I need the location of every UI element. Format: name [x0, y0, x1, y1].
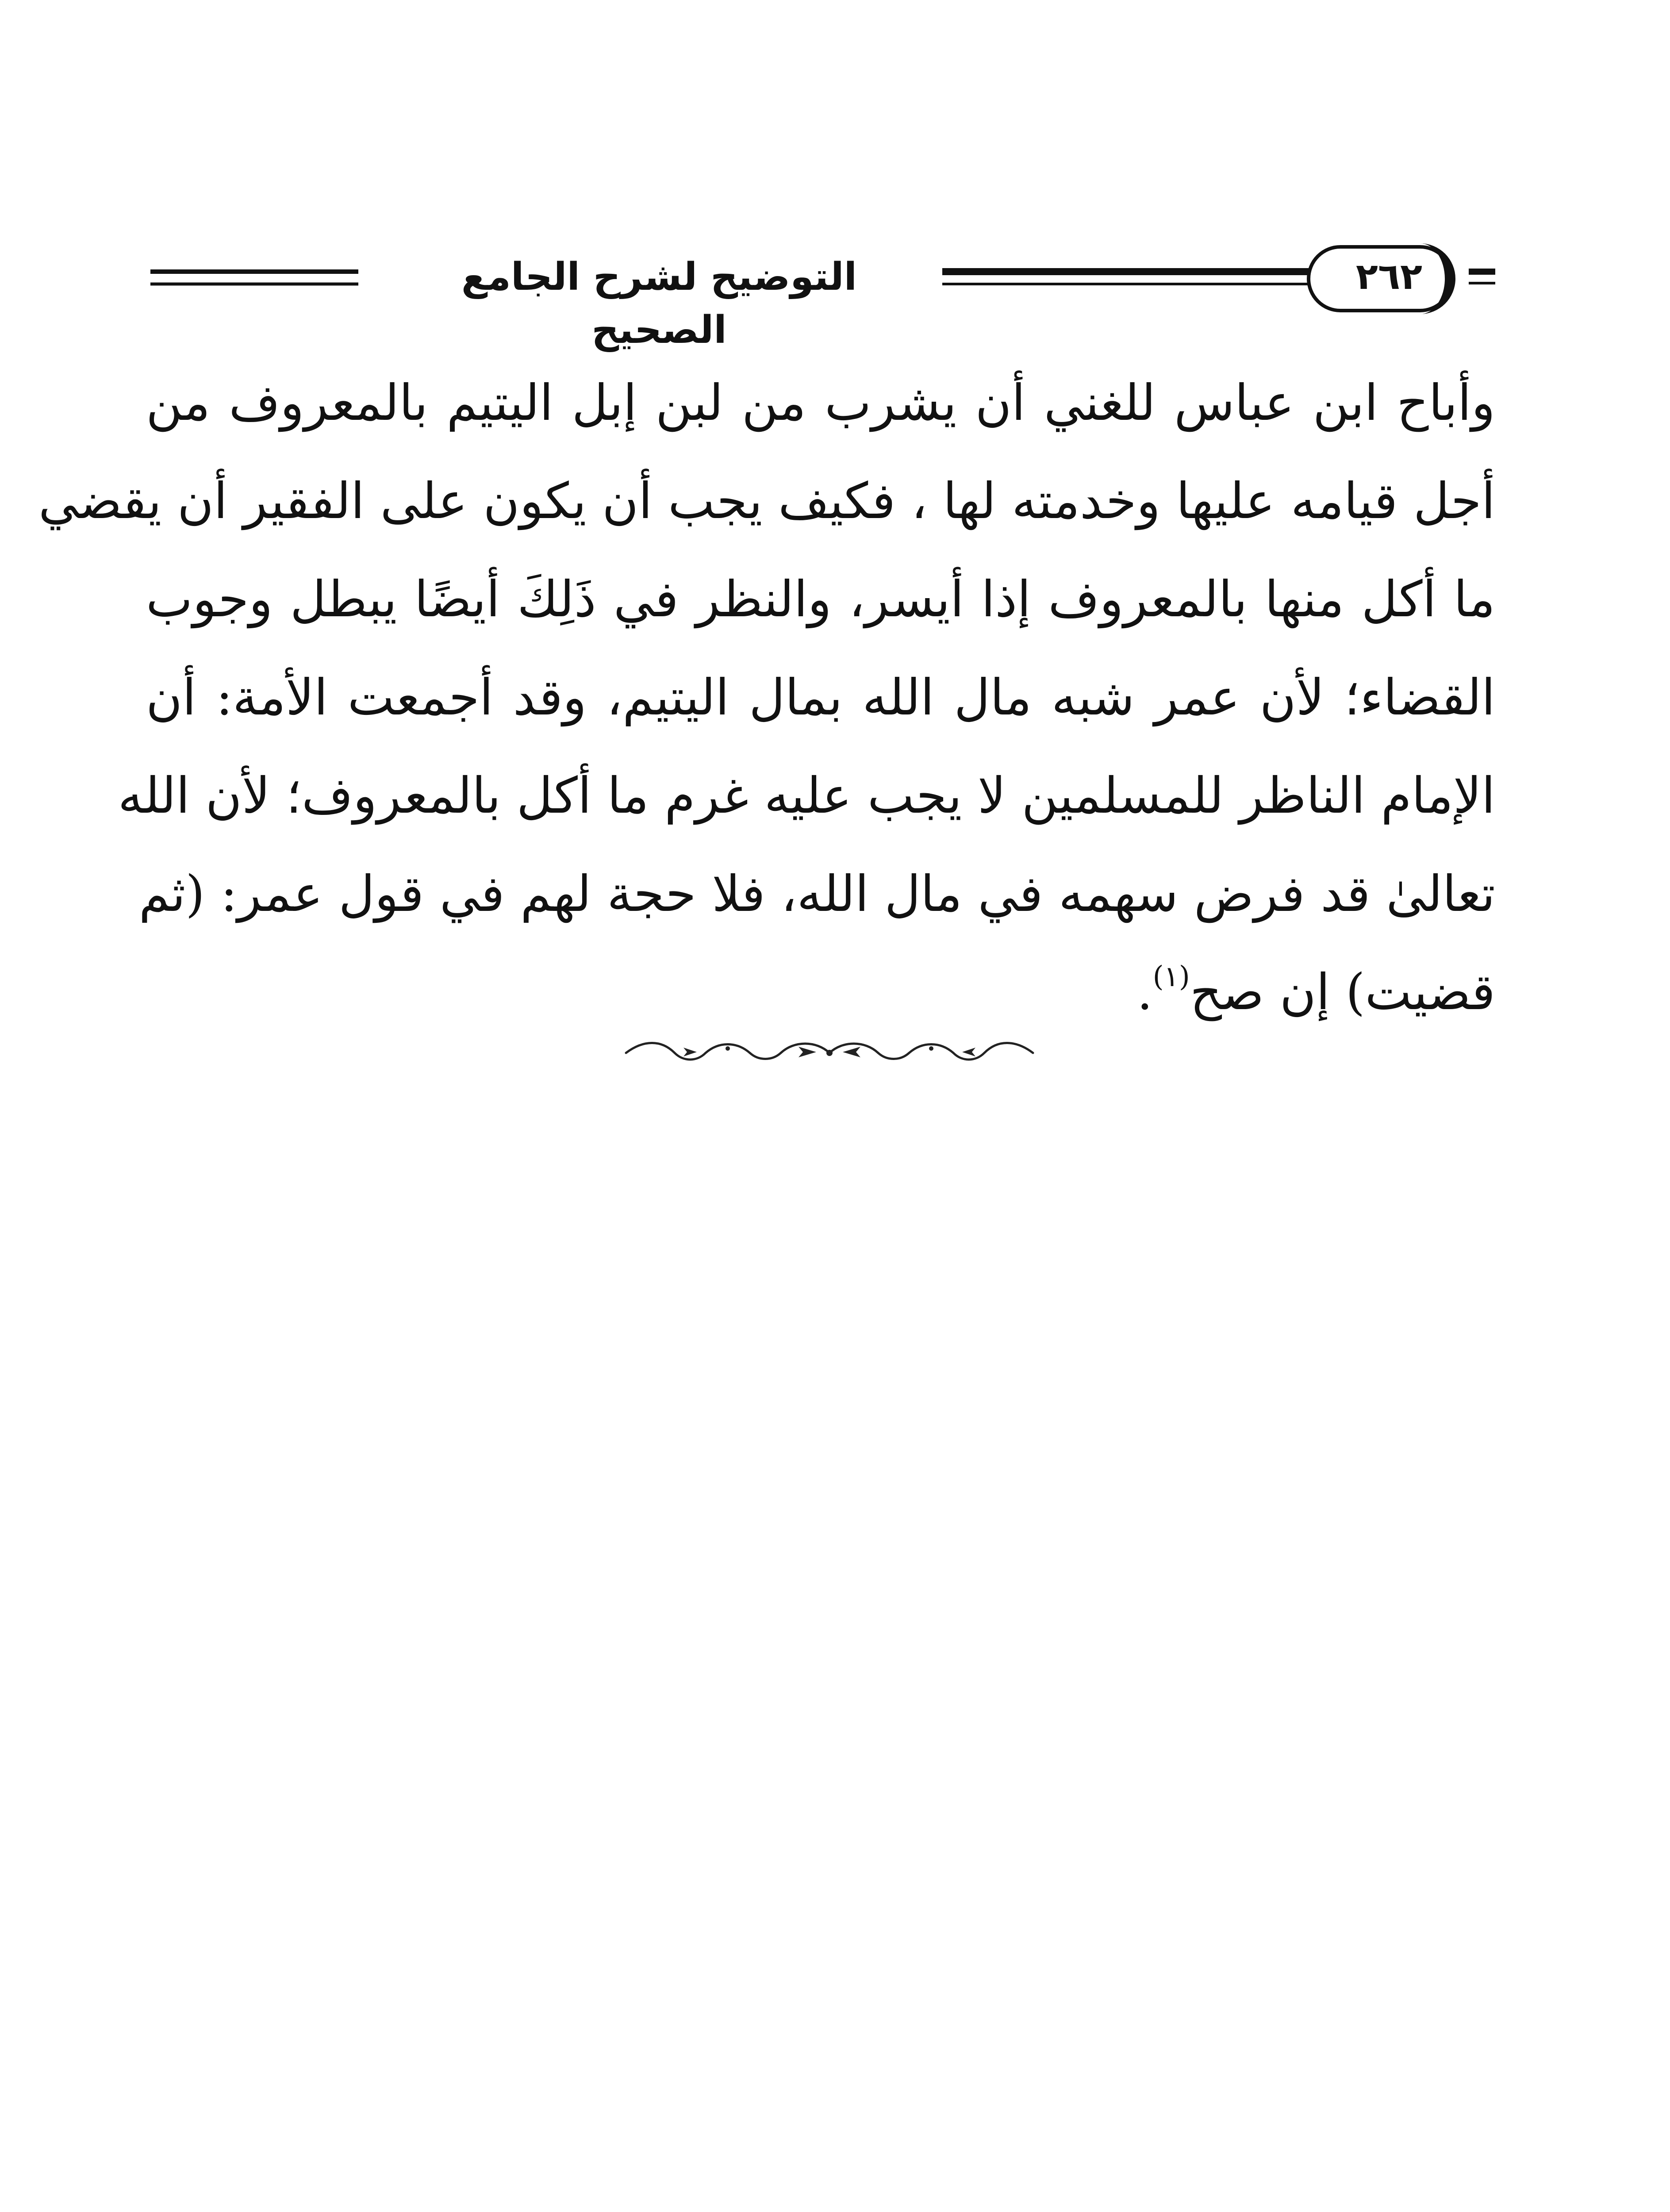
header-title: التوضيح لشرح الجامع الصحيح: [403, 250, 916, 303]
body-line: تعالىٰ قد فرض سهمه في مال الله، فلا حجة لهم في قول عمر: (ثم: [138, 865, 1495, 923]
body-line: ما أكل منها بالمعروف إذا أيسر، والنظر في ذَلِكَ أيضًا يبطل وجوب: [146, 571, 1495, 628]
body-line: الإمام الناظر للمسلمين لا يجب عليه غرم ما أكل بالمعروف؛ لأن الله: [118, 767, 1495, 825]
footnote-reference[interactable]: (١): [1152, 960, 1190, 993]
final-period: .: [1136, 964, 1153, 1021]
body-line-last: [146, 943, 1495, 1041]
body-paragraph: [38, 354, 1495, 1041]
running-header: [146, 234, 1495, 352]
body-line-text: قضيت) إن صح: [1190, 964, 1495, 1021]
ornament-divider-icon: [617, 1035, 1042, 1066]
page-number: ٢٦٢: [1355, 256, 1423, 298]
body-line: وأباح ابن عباس للغني أن يشرب من لبن إبل اليتيم بالمعروف من: [146, 374, 1495, 432]
body-line: أجل قيامه عليها وخدمته لها ، فكيف يجب أن يكون على الفقير أن يقضي: [38, 472, 1495, 530]
body-line: القضاء؛ لأن عمر شبه مال الله بمال اليتيم، وقد أجمعت الأمة: أن: [146, 669, 1495, 726]
